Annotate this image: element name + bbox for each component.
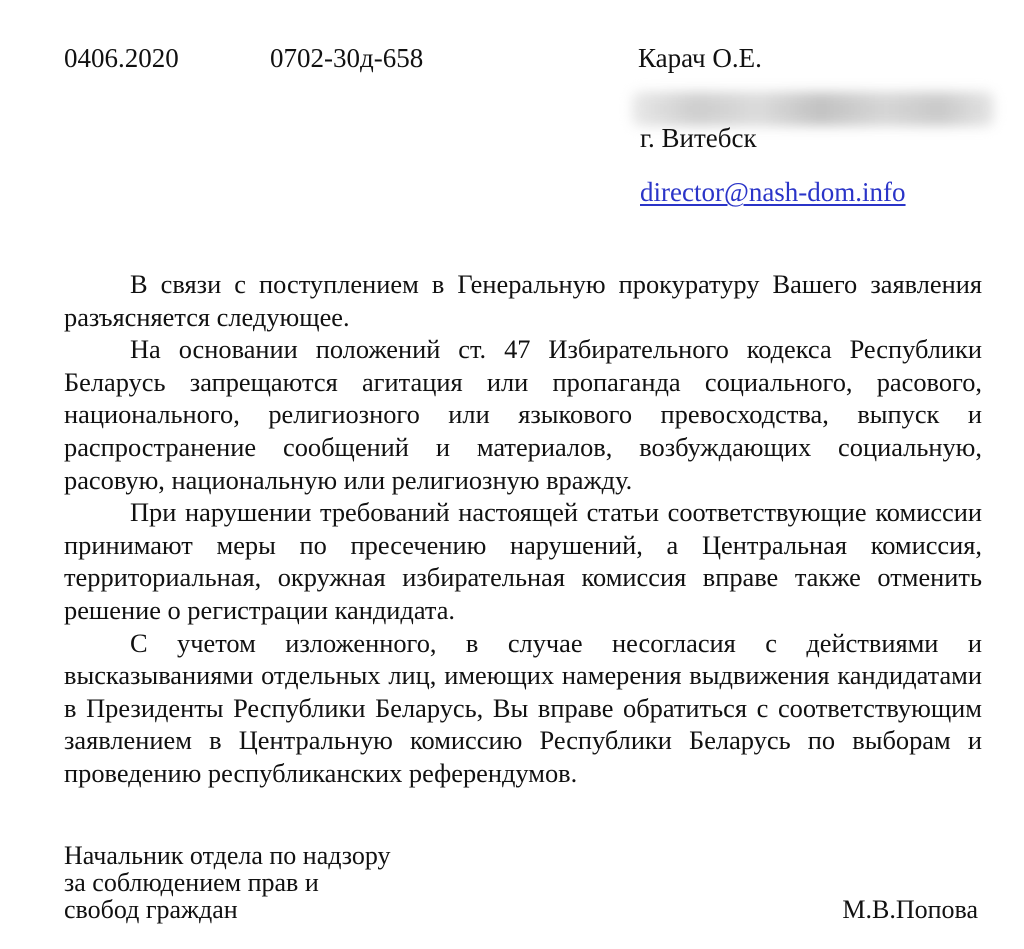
reference-number: 0702-30д-658 xyxy=(270,43,424,73)
signatory-name: М.В.Попова xyxy=(842,895,978,924)
addressee-email-link[interactable]: director@nash-dom.info xyxy=(640,177,906,207)
addressee-city: г. Витебск xyxy=(640,123,757,153)
addressee-name: Карач О.Е. xyxy=(638,43,762,73)
position-line-1: Начальник отдела по надзору xyxy=(64,841,391,870)
letter-body xyxy=(64,268,982,790)
letter-date: 0406.2020 xyxy=(64,43,179,73)
paragraph-1: В связи с поступлением в Генеральную прокуратуру Вашего заявления разъясняется следующее. xyxy=(64,269,982,332)
position-line-3: свобод граждан xyxy=(64,895,238,924)
position-line-2: за соблюдением прав и xyxy=(64,868,319,897)
paragraph-2: На основании положений ст. 47 Избирательного кодекса Республики Беларусь запрещаются агитация или пропаганда социального, расового, национального, религиозного или языкового превосходства, выпуск и распространение сообщений и материалов, возбуждающих социальную, расовую, национальную или религиозную вражду. xyxy=(64,334,982,495)
paragraph-4: С учетом изложенного, в случае несогласия с действиями и высказываниями отдельных лиц, имеющих намерения выдвижения кандидатами в Президенты Республики Беларусь, Вы вправе обратиться с соответствующим заявлением в Центральную комиссию Республики Беларусь по выборам и проведению республиканских референдумов. xyxy=(64,627,982,788)
redacted-address xyxy=(632,92,994,126)
paragraph-3: При нарушении требований настоящей статьи соответствующие комиссии принимают меры по пресечению нарушений, а Центральная комиссия, территориальная, окружная избирательная комиссия вправе также отменить решение о регистрации кандидата. xyxy=(64,497,982,625)
signatory-position xyxy=(64,842,391,923)
